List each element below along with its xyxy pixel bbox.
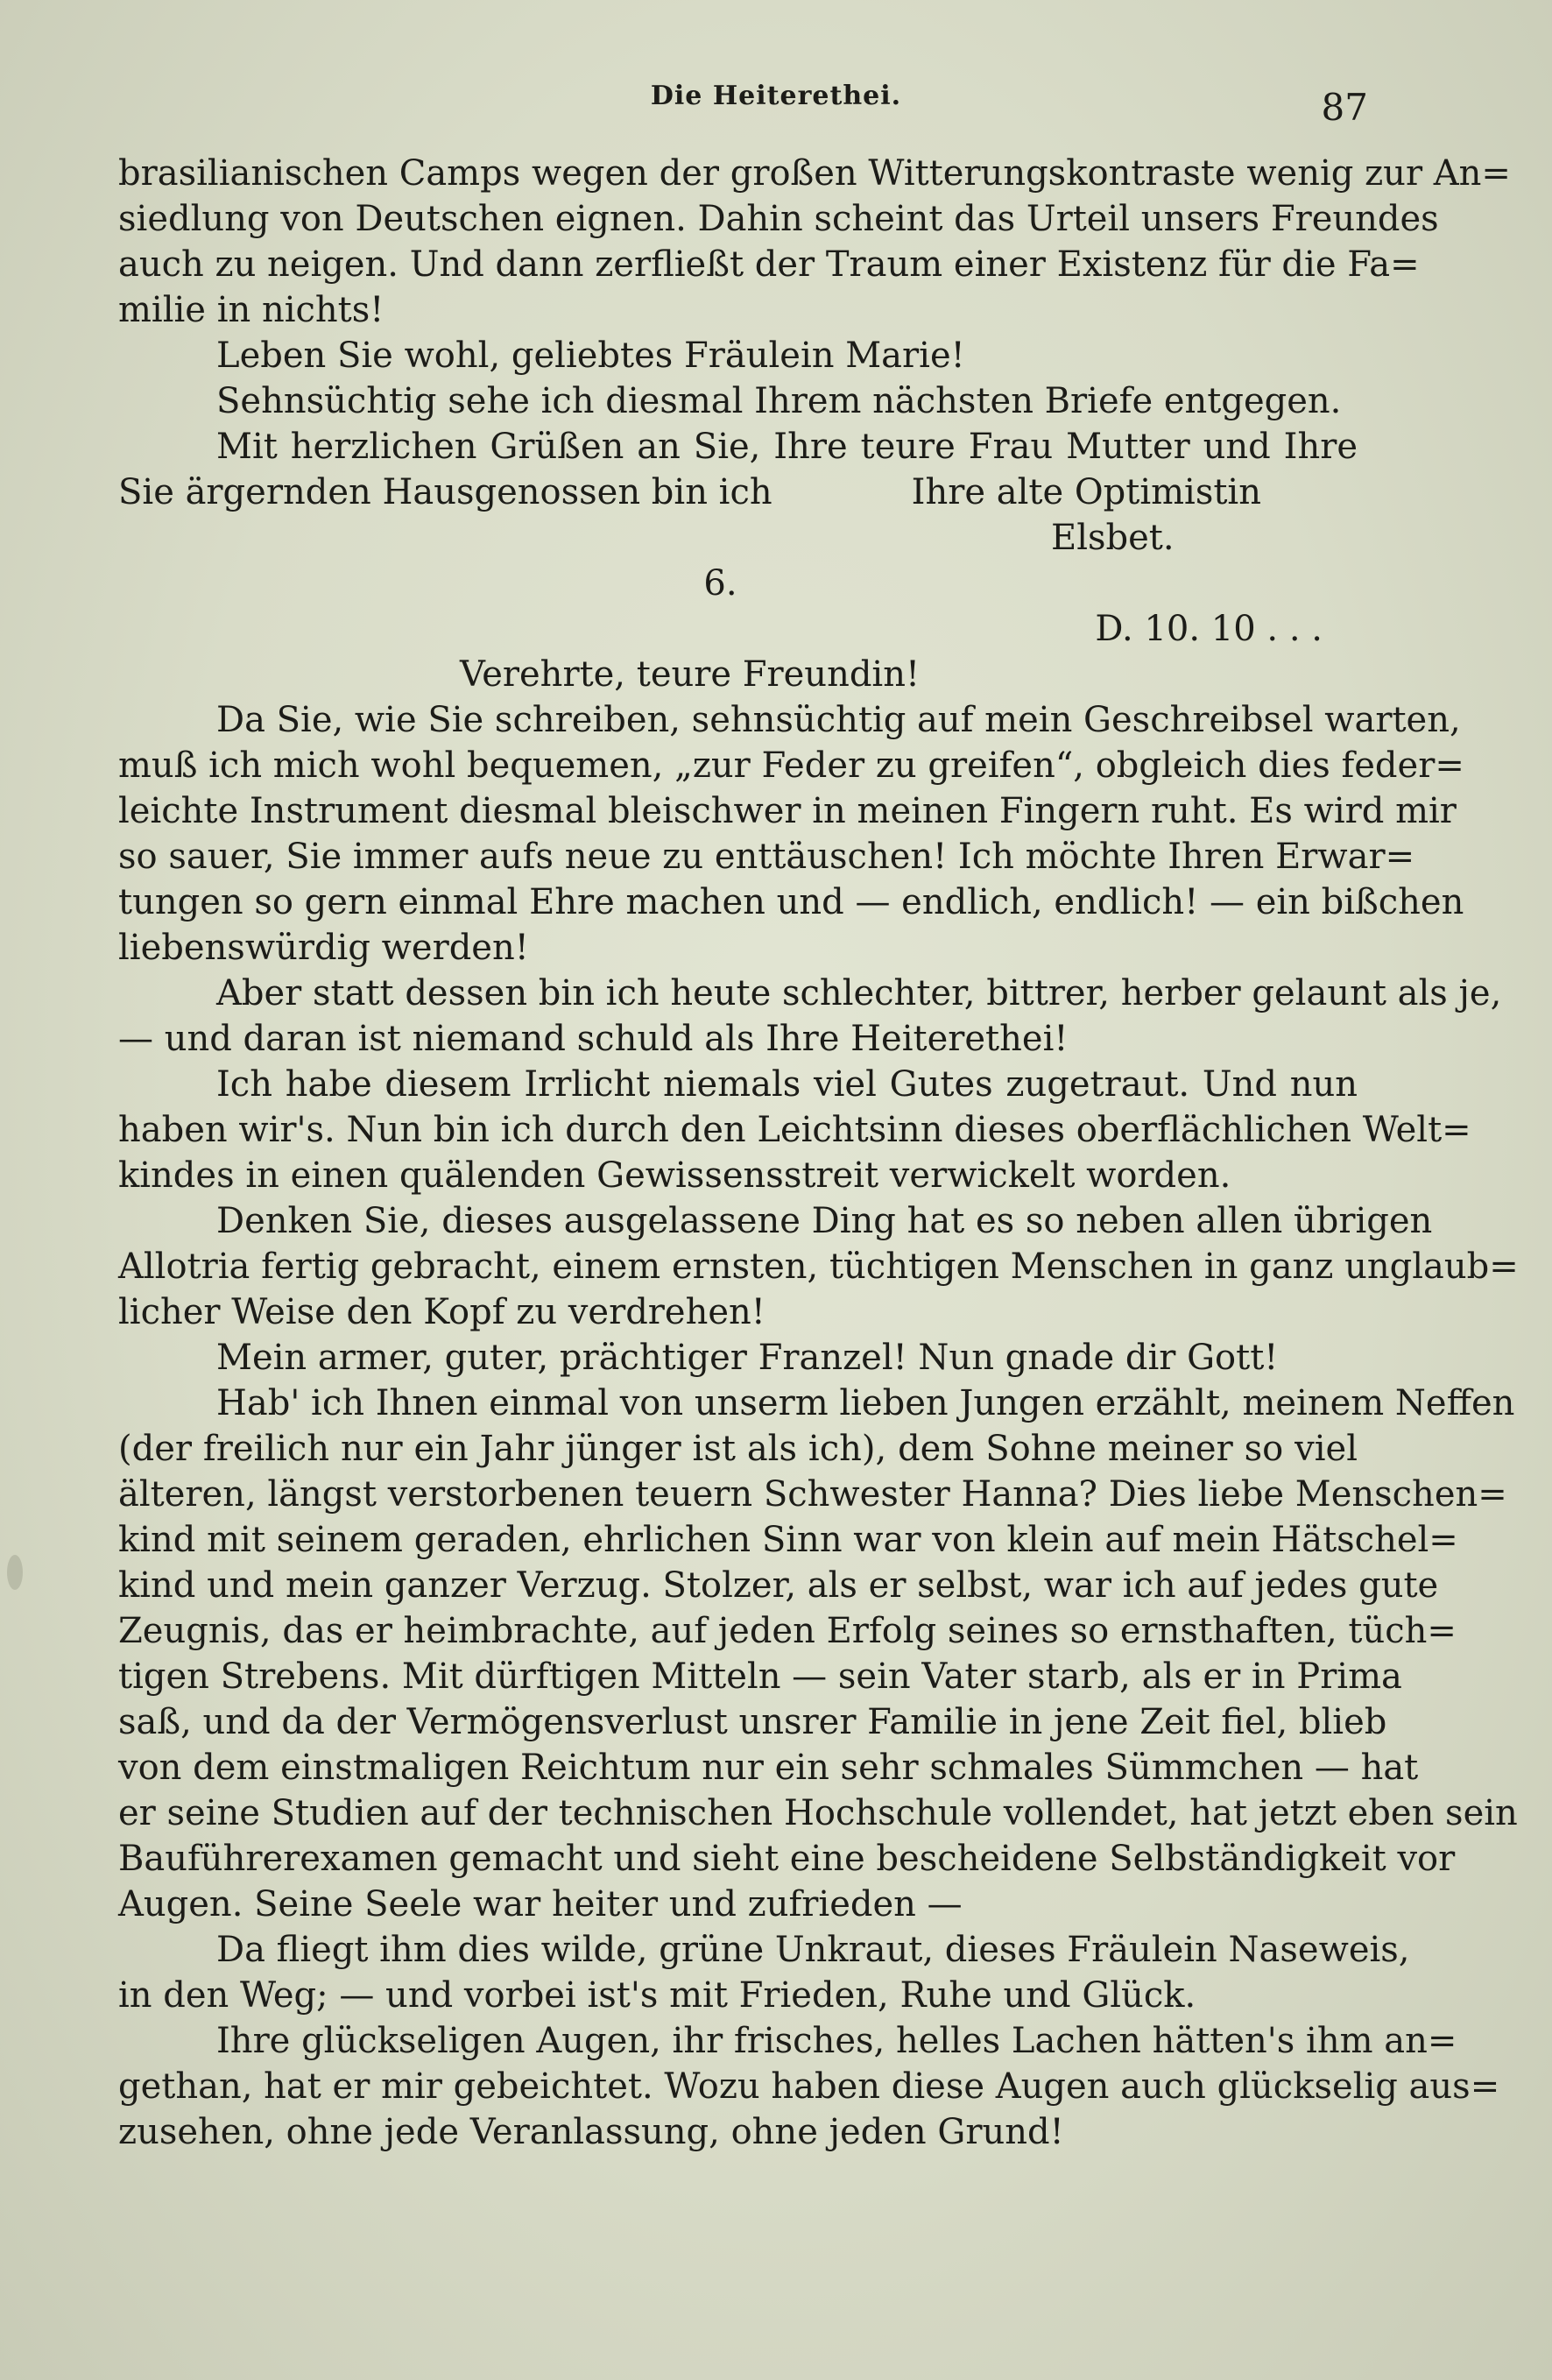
letter-line: von dem einstmaligen Reichtum nur ein sehr schmales Sümmchen — hat — [118, 1748, 1419, 1788]
letter-line: (der freilich nur ein Jahr jünger ist als ich), dem Sohne meiner so viel — [118, 1429, 1358, 1469]
letter-line: in den Weg; — und vorbei ist's mit Frieden, Ruhe und Glück. — [118, 1975, 1196, 2016]
dateline: D. 10. 10 . . . — [1095, 609, 1323, 649]
letter-line: Bauführerexamen gemacht und sieht eine bescheidene Selbständigkeit vor — [118, 1839, 1456, 1879]
closing-line: Leben Sie wohl, geliebtes Fräulein Marie! — [216, 335, 965, 376]
letter-line: gethan, hat er mir gebeichtet. Wozu haben diese Augen auch glückselig aus= — [118, 2066, 1500, 2107]
letter-line: tigen Strebens. Mit dürftigen Mitteln — sein Vater starb, als er in Prima — [118, 1656, 1402, 1697]
letter-line: kind und mein ganzer Verzug. Stolzer, als er selbst, war ich auf jedes gute — [118, 1565, 1439, 1606]
letter-line: Hab' ich Ihnen einmal von unserm lieben Jungen erzählt, meinem Neffen — [216, 1383, 1515, 1423]
closing-split-line — [118, 470, 1358, 515]
closing-line: Sehnsüchtig sehe ich diesmal Ihrem nächsten Briefe entgegen. — [216, 381, 1342, 421]
letter-line: leichte Instrument diesmal bleischwer in meinen Fingern ruht. Es wird mir — [118, 791, 1457, 831]
letter-line: licher Weise den Kopf zu verdrehen! — [118, 1292, 765, 1332]
letter-line: haben wir's. Nun bin ich durch den Leichtsinn dieses oberflächlichen Welt= — [118, 1110, 1471, 1150]
letter-line: — und daran ist niemand schuld als Ihre Heiterethei! — [118, 1019, 1069, 1059]
letter-line: zusehen, ohne jede Veranlassung, ohne jeden Grund! — [118, 2112, 1064, 2152]
closing-split-right: Ihre alte Optimistin — [911, 472, 1261, 512]
section-number: 6. — [703, 563, 737, 604]
running-title: Die Heiterethei. — [650, 81, 902, 111]
letter-line: so sauer, Sie immer aufs neue zu enttäuschen! Ich möchte Ihren Erwar= — [118, 837, 1415, 877]
text-line: milie in nichts! — [118, 290, 384, 330]
letter-line: älteren, längst verstorbenen teuern Schwester Hanna? Dies liebe Menschen= — [118, 1474, 1507, 1515]
letter-line: Augen. Seine Seele war heiter und zufrieden — — [118, 1884, 963, 1924]
letter-line: saß, und da der Vermögensverlust unsrer Familie in jene Zeit fiel, blieb — [118, 1702, 1387, 1742]
text-line: siedlung von Deutschen eignen. Dahin scheint das Urteil unsers Freundes — [118, 199, 1439, 239]
text-line: brasilianischen Camps wegen der großen Witterungskontraste wenig zur An= — [118, 153, 1511, 194]
letter-line: Mein armer, guter, prächtiger Franzel! Nun gnade dir Gott! — [216, 1338, 1279, 1378]
letter-line: Aber statt dessen bin ich heute schlechter, bittrer, herber gelaunt als je, — [216, 973, 1502, 1013]
letter-line: Allotria fertig gebracht, einem ernsten, tüchtigen Menschen in ganz unglaub= — [118, 1246, 1519, 1287]
closing-line: Mit herzlichen Grüßen an Sie, Ihre teure Frau Mutter und Ihre — [216, 427, 1358, 467]
page-number: 87 — [1321, 86, 1368, 129]
text-line: auch zu neigen. Und dann zerfließt der Traum einer Existenz für die Fa= — [118, 244, 1420, 285]
text-block — [118, 151, 1519, 2155]
letter-line: liebenswürdig werden! — [118, 928, 529, 968]
letter-line: Zeugnis, das er heimbrachte, auf jeden Erfolg seines so ernsthaften, tüch= — [118, 1611, 1457, 1651]
letter-line: kind mit seinem geraden, ehrlichen Sinn war von klein auf mein Hätschel= — [118, 1520, 1458, 1560]
signature: Elsbet. — [1051, 518, 1175, 558]
letter-line: tungen so gern einmal Ehre machen und — endlich, endlich! — ein bißchen — [118, 882, 1464, 922]
margin-smudge — [7, 1555, 23, 1590]
letter-line: Ihre glückseligen Augen, ihr frisches, helles Lachen hätten's ihm an= — [216, 2021, 1457, 2061]
letter-line: muß ich mich wohl bequemen, „zur Feder zu greifen“, obgleich dies feder= — [118, 745, 1464, 786]
closing-split-left: Sie ärgernden Hausgenossen bin ich — [118, 472, 772, 512]
letter-body — [118, 697, 1519, 2155]
letter-line: Denken Sie, dieses ausgelassene Ding hat es so neben allen übrigen — [216, 1201, 1433, 1241]
letter-line: Da fliegt ihm dies wilde, grüne Unkraut, dieses Fräulein Naseweis, — [216, 1930, 1410, 1970]
letter-line: er seine Studien auf der technischen Hochschule vollendet, hat jetzt eben sein — [118, 1793, 1518, 1833]
letter-line: Da Sie, wie Sie schreiben, sehnsüchtig auf mein Geschreibsel warten, — [216, 700, 1461, 740]
salutation: Verehrte, teure Freundin! — [460, 654, 921, 695]
letter-line: Ich habe diesem Irrlicht niemals viel Gutes zugetraut. Und nun — [216, 1064, 1358, 1105]
letter-line: kindes in einen quälenden Gewissensstreit verwickelt worden. — [118, 1155, 1231, 1196]
